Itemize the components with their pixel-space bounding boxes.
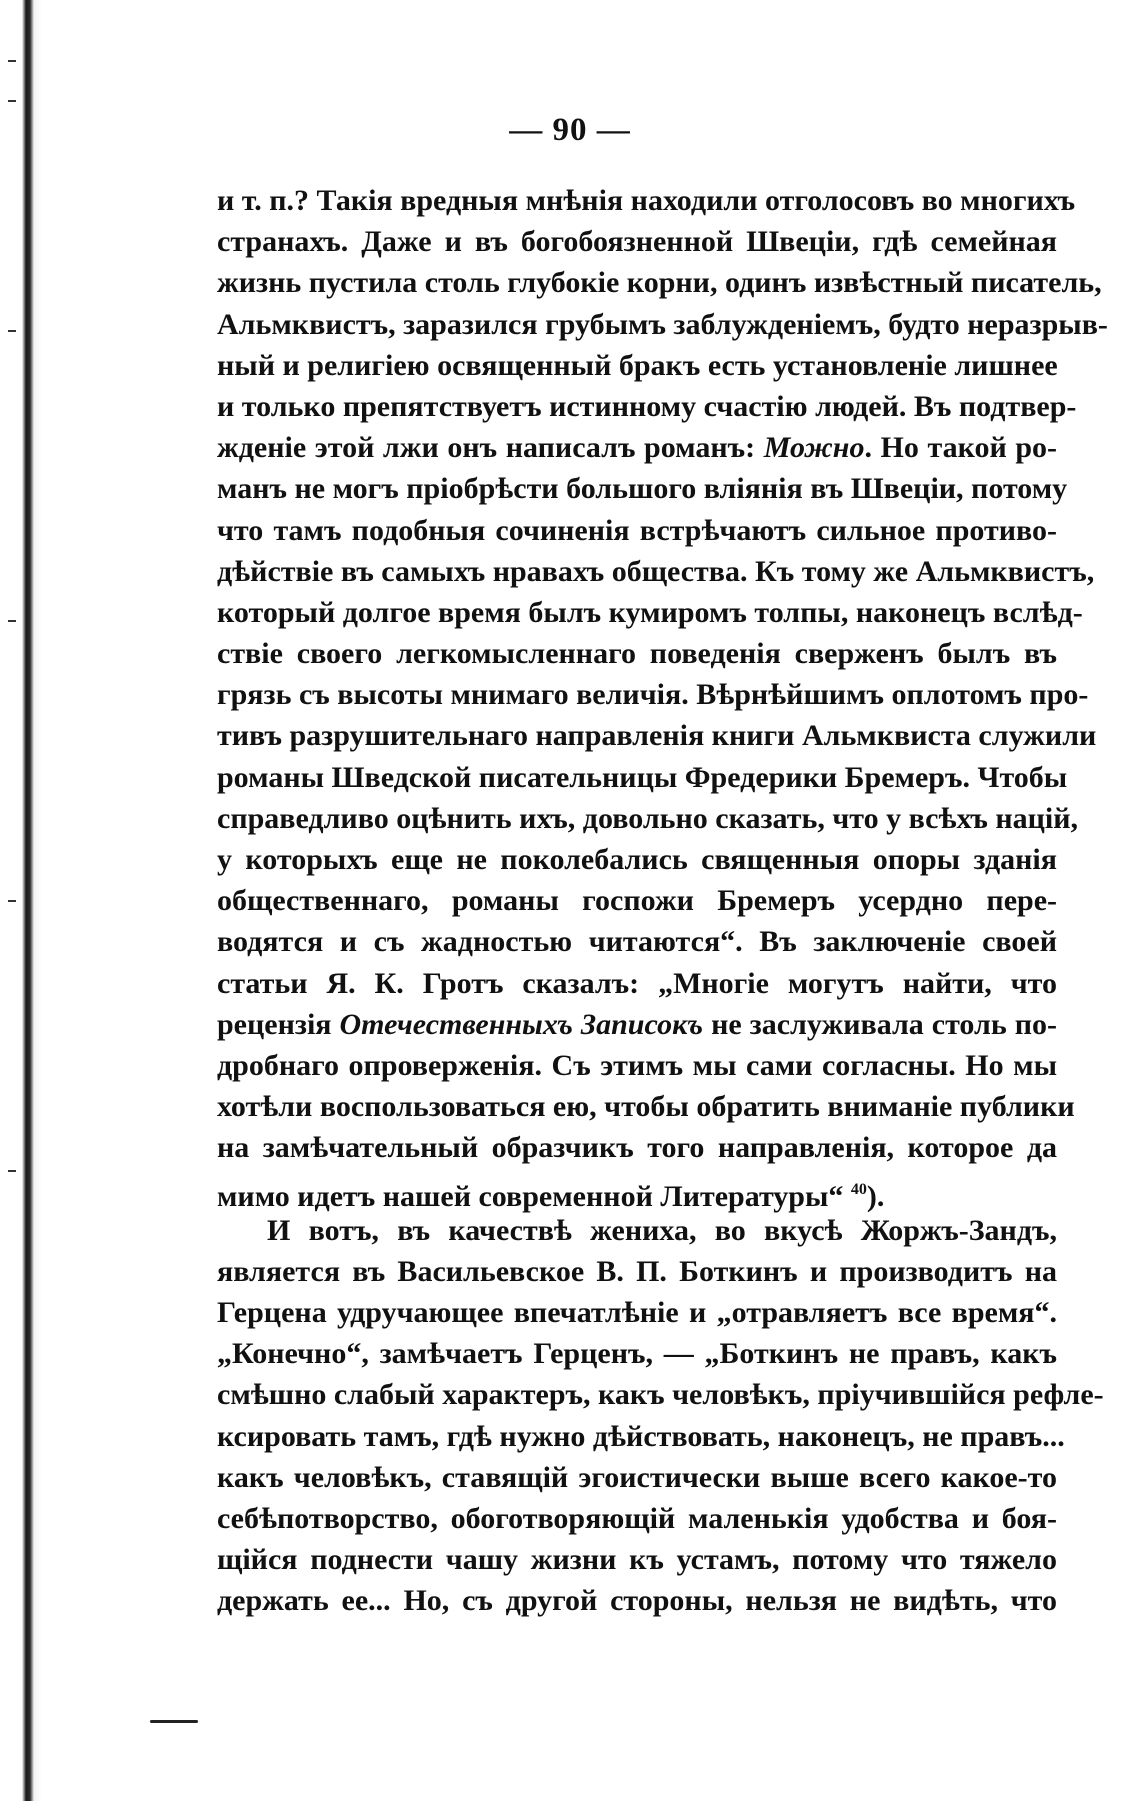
text-line: „Конечно“, замѣчаетъ Герценъ, — „Боткинъ не правъ, какъ <box>217 1337 1057 1371</box>
edge-mark <box>8 60 16 62</box>
text-line: и только препятствуетъ истинному счастію людей. Въ подтвер- <box>217 389 1077 423</box>
italic-title: Можно <box>763 431 865 465</box>
text-line: жденіе этой лжи онъ написалъ романъ: Можно. Но такой ро- <box>217 431 1057 465</box>
text-line: романы Шведской писательницы Фредерики Бремеръ. Чтобы <box>217 760 1068 794</box>
text-line: статьи Я. К. Гротъ сказалъ: „Многіе могутъ найти, что <box>217 966 1057 1000</box>
footnote-marker: 40 <box>850 1180 867 1198</box>
edge-mark <box>8 330 16 332</box>
text-line: щійся поднести чашу жизни къ устамъ, потому что тяжело <box>217 1543 1057 1577</box>
text-line: является въ Васильевское В. П. Боткинъ и производитъ на <box>217 1254 1057 1288</box>
text-line: жизнь пустила столь глубокіе корни, одинъ извѣстный писатель, <box>217 266 1102 300</box>
text-line: рецензія Отечественныхъ Записокъ не заслуживала столь по- <box>217 1007 1057 1041</box>
text-line: ствіе своего легкомысленнаго поведенія сверженъ былъ въ <box>217 637 1057 671</box>
text-line: у которыхъ еще не поколебались священныя опоры зданія <box>217 843 1057 876</box>
page-number: — 90 — <box>509 112 631 148</box>
italic-title: Отечественныхъ Записокъ <box>339 1007 704 1041</box>
text-line: дѣйствіе въ самыхъ нравахъ общества. Къ тому же Альмквистъ, <box>217 554 1095 588</box>
text-line: тивъ разрушительнаго направленія книги Альмквиста служили <box>217 719 1097 753</box>
text-line: Герцена удручающее впечатлѣніе и „отравляетъ все время“. <box>217 1296 1057 1330</box>
text-line: И вотъ, въ качествѣ жениха, во вкусѣ Жоржъ-Зандъ, <box>267 1213 1057 1247</box>
text-line: водятся и съ жадностью читаются“. Въ заключеніе своей <box>217 925 1057 959</box>
edge-mark <box>8 100 16 102</box>
ink-smudge <box>150 1720 198 1723</box>
text-line: справедливо оцѣнить ихъ, довольно сказать, что у всѣхъ націй, <box>217 801 1079 835</box>
text-line: что тамъ подобныя сочиненія встрѣчаютъ сильное противо- <box>217 513 1057 547</box>
text-line: мимо идетъ нашей современной Литературы“ $^{40}$). <box>217 1179 885 1213</box>
text-line: какъ человѣкъ, ставящій эгоистически выше всего какое-то <box>217 1460 1057 1494</box>
text-line: странахъ. Даже и въ богобоязненной Швеціи, гдѣ семейная <box>217 225 1057 259</box>
text-line: общественнаго, романы госпожи Бремеръ усердно пере- <box>217 884 1057 918</box>
text-line: дробнаго опроверженія. Съ этимъ мы сами согласны. Но мы <box>217 1048 1057 1082</box>
text-line: держать ее... Но, съ другой стороны, нельзя не видѣть, что <box>217 1584 1057 1618</box>
edge-mark <box>8 1170 16 1172</box>
text-line: Альмквистъ, заразился грубымъ заблужденіемъ, будто неразрыв- <box>217 307 1108 341</box>
binding-edge <box>0 0 42 1801</box>
edge-mark <box>8 620 16 622</box>
text-line: грязь съ высоты мнимаго величія. Вѣрнѣйшимъ оплотомъ про- <box>217 678 1089 712</box>
text-line: манъ не могъ пріобрѣсти большого вліянія въ Швеціи, потому <box>217 472 1068 506</box>
edge-mark <box>8 900 16 902</box>
text-line: себѣпотворство, обоготворяющій маленькія удобства и боя- <box>217 1502 1057 1535</box>
text-line: смѣшно слабый характеръ, какъ человѣкъ, пріучившійся рефле- <box>217 1378 1104 1412</box>
text-line: ный и религіею освященный бракъ есть установленіе лишнее <box>217 348 1058 382</box>
text-line: который долгое время былъ кумиромъ толпы, наконецъ вслѣд- <box>217 595 1083 629</box>
text-line: и т. п.? Такія вредныя мнѣнія находили отголосовъ во многихъ <box>217 184 1076 217</box>
text-line: на замѣчательный образчикъ того направленія, которое да <box>217 1131 1057 1165</box>
body-text <box>217 180 1108 1622</box>
text-line: хотѣли воспользоваться ею, чтобы обратить вниманіе публики <box>217 1090 1075 1124</box>
text-line: ксировать тамъ, гдѣ нужно дѣйствовать, наконецъ, не правъ... <box>217 1419 1065 1453</box>
